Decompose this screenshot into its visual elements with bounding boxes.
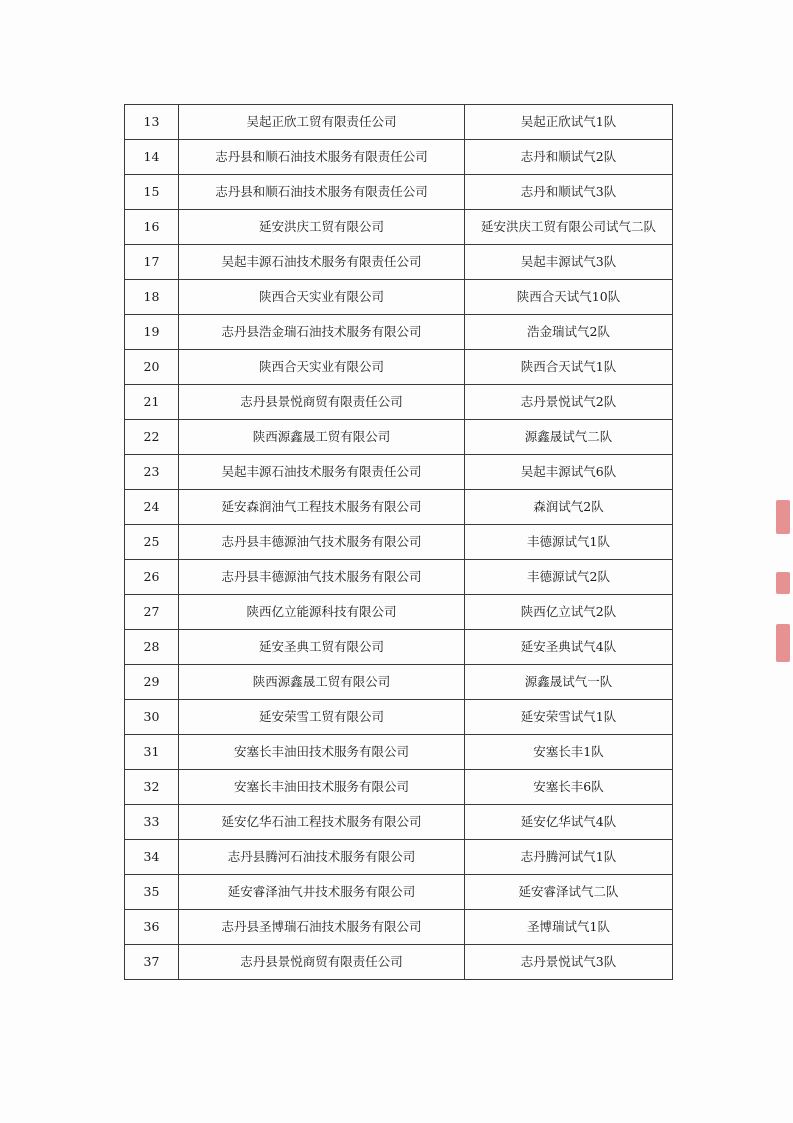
team-name: 源鑫晟试气二队: [465, 420, 673, 455]
table-row: [125, 910, 673, 945]
company-name: 陕西合天实业有限公司: [179, 280, 465, 315]
row-number: 30: [125, 700, 179, 735]
team-name: 丰德源试气1队: [465, 525, 673, 560]
table-row: [125, 665, 673, 700]
table-row: [125, 315, 673, 350]
row-number: 28: [125, 630, 179, 665]
table-row: [125, 700, 673, 735]
company-name: 陕西亿立能源科技有限公司: [179, 595, 465, 630]
row-number: 25: [125, 525, 179, 560]
company-name: 志丹县景悦商贸有限责任公司: [179, 945, 465, 980]
table-row: [125, 630, 673, 665]
row-number: 17: [125, 245, 179, 280]
team-name: 延安荣雪试气1队: [465, 700, 673, 735]
team-name: 源鑫晟试气一队: [465, 665, 673, 700]
red-stamp-fragment: [776, 624, 790, 662]
team-name: 延安圣典试气4队: [465, 630, 673, 665]
team-name: 志丹和顺试气3队: [465, 175, 673, 210]
row-number: 37: [125, 945, 179, 980]
table-row: [125, 945, 673, 980]
table-row: [125, 280, 673, 315]
table-row: [125, 770, 673, 805]
table-row: [125, 245, 673, 280]
row-number: 35: [125, 875, 179, 910]
row-number: 36: [125, 910, 179, 945]
team-name: 志丹和顺试气2队: [465, 140, 673, 175]
row-number: 31: [125, 735, 179, 770]
company-name: 延安睿泽油气井技术服务有限公司: [179, 875, 465, 910]
table-row: [125, 490, 673, 525]
table-row: [125, 595, 673, 630]
row-number: 24: [125, 490, 179, 525]
row-number: 22: [125, 420, 179, 455]
team-name: 延安亿华试气4队: [465, 805, 673, 840]
table-row: [125, 735, 673, 770]
roster-body: [125, 105, 673, 980]
team-name: 丰德源试气2队: [465, 560, 673, 595]
row-number: 15: [125, 175, 179, 210]
team-name: 浩金瑞试气2队: [465, 315, 673, 350]
table-row: [125, 805, 673, 840]
company-name: 吴起丰源石油技术服务有限责任公司: [179, 245, 465, 280]
company-name: 安塞长丰油田技术服务有限公司: [179, 770, 465, 805]
company-name: 延安圣典工贸有限公司: [179, 630, 465, 665]
team-name: 陕西合天试气1队: [465, 350, 673, 385]
row-number: 16: [125, 210, 179, 245]
table-row: [125, 840, 673, 875]
company-name: 陕西源鑫晟工贸有限公司: [179, 665, 465, 700]
company-name: 安塞长丰油田技术服务有限公司: [179, 735, 465, 770]
team-name: 吴起丰源试气6队: [465, 455, 673, 490]
row-number: 29: [125, 665, 179, 700]
table-row: [125, 455, 673, 490]
company-name: 志丹县和顺石油技术服务有限责任公司: [179, 175, 465, 210]
company-name: 延安荣雪工贸有限公司: [179, 700, 465, 735]
row-number: 21: [125, 385, 179, 420]
table-row: [125, 350, 673, 385]
table-row: [125, 105, 673, 140]
team-name: 吴起正欣试气1队: [465, 105, 673, 140]
row-number: 32: [125, 770, 179, 805]
company-name: 陕西合天实业有限公司: [179, 350, 465, 385]
team-name: 陕西合天试气10队: [465, 280, 673, 315]
team-roster-table: [124, 104, 673, 980]
company-name: 延安森润油气工程技术服务有限公司: [179, 490, 465, 525]
team-name: 志丹景悦试气2队: [465, 385, 673, 420]
company-name: 吴起丰源石油技术服务有限责任公司: [179, 455, 465, 490]
row-number: 33: [125, 805, 179, 840]
company-name: 志丹县和顺石油技术服务有限责任公司: [179, 140, 465, 175]
team-name: 安塞长丰6队: [465, 770, 673, 805]
row-number: 27: [125, 595, 179, 630]
row-number: 19: [125, 315, 179, 350]
table-row: [125, 875, 673, 910]
table-row: [125, 175, 673, 210]
row-number: 13: [125, 105, 179, 140]
row-number: 14: [125, 140, 179, 175]
table-row: [125, 140, 673, 175]
team-name: 安塞长丰1队: [465, 735, 673, 770]
table-row: [125, 560, 673, 595]
company-name: 志丹县丰德源油气技术服务有限公司: [179, 560, 465, 595]
red-stamp-fragment: [776, 572, 790, 594]
company-name: 志丹县丰德源油气技术服务有限公司: [179, 525, 465, 560]
row-number: 18: [125, 280, 179, 315]
company-name: 延安洪庆工贸有限公司: [179, 210, 465, 245]
company-name: 延安亿华石油工程技术服务有限公司: [179, 805, 465, 840]
red-stamp-fragment: [776, 500, 790, 534]
team-name: 圣博瑞试气1队: [465, 910, 673, 945]
company-name: 志丹县景悦商贸有限责任公司: [179, 385, 465, 420]
team-name: 志丹腾河试气1队: [465, 840, 673, 875]
row-number: 23: [125, 455, 179, 490]
table-row: [125, 385, 673, 420]
team-name: 延安洪庆工贸有限公司试气二队: [465, 210, 673, 245]
company-name: 志丹县浩金瑞石油技术服务有限公司: [179, 315, 465, 350]
company-name: 吴起正欣工贸有限责任公司: [179, 105, 465, 140]
row-number: 34: [125, 840, 179, 875]
team-name: 吴起丰源试气3队: [465, 245, 673, 280]
table-row: [125, 525, 673, 560]
table-row: [125, 420, 673, 455]
team-name: 陕西亿立试气2队: [465, 595, 673, 630]
company-name: 陕西源鑫晟工贸有限公司: [179, 420, 465, 455]
team-name: 志丹景悦试气3队: [465, 945, 673, 980]
company-name: 志丹县腾河石油技术服务有限公司: [179, 840, 465, 875]
team-name: 森润试气2队: [465, 490, 673, 525]
team-name: 延安睿泽试气二队: [465, 875, 673, 910]
company-name: 志丹县圣博瑞石油技术服务有限公司: [179, 910, 465, 945]
row-number: 20: [125, 350, 179, 385]
table-row: [125, 210, 673, 245]
row-number: 26: [125, 560, 179, 595]
